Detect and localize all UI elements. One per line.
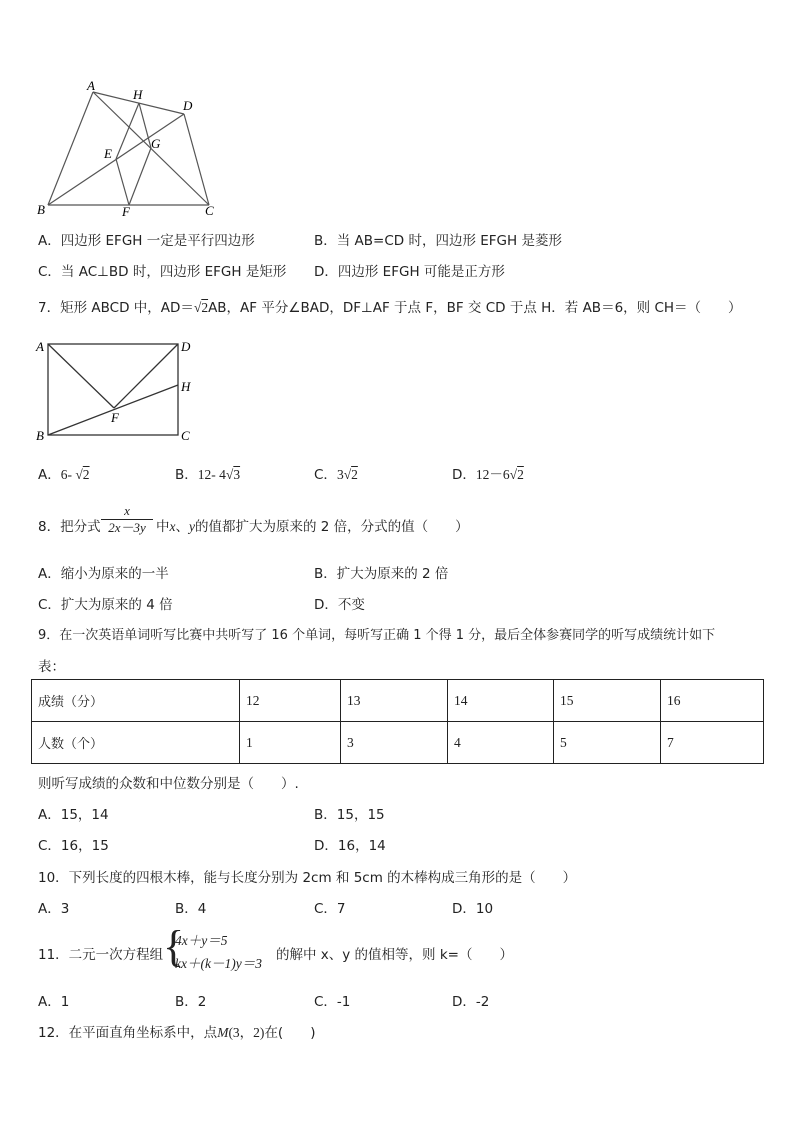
q11-option-c[interactable]: C．-1 bbox=[314, 994, 351, 1010]
table-row bbox=[32, 722, 764, 764]
fraction-numerator: x bbox=[124, 503, 130, 518]
label-f: F bbox=[111, 410, 119, 425]
q7-stem-a: 7．矩形 ABCD 中，AD＝ bbox=[38, 300, 194, 316]
q11-stem-a: 11．二元一次方程组 bbox=[38, 947, 164, 963]
segment-af bbox=[48, 344, 114, 408]
segment-ef bbox=[116, 159, 129, 205]
rectangle-figure bbox=[30, 335, 205, 445]
table-cell: 15 bbox=[554, 680, 661, 722]
equation-brace: { bbox=[163, 922, 185, 971]
q10-option-b[interactable]: B．4 bbox=[175, 901, 207, 917]
q9-question: 则听写成绩的众数和中位数分别是（ ）. bbox=[38, 776, 299, 792]
segment-he bbox=[116, 103, 139, 159]
q6-option-b[interactable]: B．当 AB=CD 时，四边形 EFGH 是菱形 bbox=[314, 233, 562, 249]
q9-option-a[interactable]: A．15，14 bbox=[38, 807, 109, 823]
table-cell: 3 bbox=[341, 722, 448, 764]
q6-option-d[interactable]: D．四边形 EFGH 可能是正方形 bbox=[314, 264, 505, 280]
q8-option-c[interactable]: C．扩大为原来的 4 倍 bbox=[38, 597, 173, 613]
q9-option-b[interactable]: B．15，15 bbox=[314, 807, 385, 823]
q9-stem-line1: 9．在一次英语单词听写比赛中共听写了 16 个单词，每听写正确 1 个得 1 分，最后全体参赛同学的听写成绩统计如下 bbox=[38, 628, 716, 643]
label-e: E bbox=[104, 146, 112, 161]
q8-stem-rest: 中x、y的值都扩大为原来的 2 倍，分式的值（ ） bbox=[156, 519, 469, 535]
q10-option-a[interactable]: A．3 bbox=[38, 901, 70, 917]
label-h: H bbox=[133, 87, 143, 102]
q11-equation-2: kx＋(k－1)y＝3 bbox=[175, 956, 262, 971]
sqrt-symbol: √ bbox=[193, 300, 202, 315]
label-c: C bbox=[205, 203, 214, 218]
segment-cd bbox=[184, 114, 209, 205]
table-cell: 1 bbox=[240, 722, 341, 764]
q7-stem-b: AB，AF 平分∠BAD，DF⊥AF 于点 F，BF 交 CD 于点 H．若 AB＝6，则 CH＝（ ） bbox=[208, 300, 742, 316]
q7-option-a[interactable]: A．6- √2 bbox=[38, 467, 90, 483]
fraction-denominator: 2x－3y bbox=[108, 520, 146, 535]
table-cell: 13 bbox=[341, 680, 448, 722]
q8-stem-a: 8．把分式 bbox=[38, 519, 101, 535]
label-d: D bbox=[181, 339, 191, 354]
table-cell: 4 bbox=[448, 722, 554, 764]
q8-option-a[interactable]: A．缩小为原来的一半 bbox=[38, 566, 169, 582]
q9-option-d[interactable]: D．16，14 bbox=[314, 838, 386, 854]
table-row bbox=[32, 680, 764, 722]
segment-gh bbox=[139, 103, 151, 148]
q6-option-c[interactable]: C．当 AC⊥BD 时，四边形 EFGH 是矩形 bbox=[38, 264, 287, 280]
table-cell: 成绩（分） bbox=[32, 680, 240, 722]
table-cell: 人数（个） bbox=[32, 722, 240, 764]
q7-option-b[interactable]: B．12- 4√3 bbox=[175, 467, 241, 483]
segment-ab bbox=[48, 92, 93, 205]
q7-sqrt-arg: 2 bbox=[201, 300, 209, 315]
q11-option-d[interactable]: D．-2 bbox=[452, 994, 490, 1010]
q10-option-c[interactable]: C．7 bbox=[314, 901, 346, 917]
q10-stem: 10．下列长度的四根木棒，能与长度分别为 2cm 和 5cm 的木棒构成三角形的是（ ） bbox=[38, 870, 577, 886]
q11-option-a[interactable]: A．1 bbox=[38, 994, 70, 1010]
label-a: A bbox=[87, 78, 95, 93]
quadrilateral-figure bbox=[30, 78, 230, 223]
q8-option-b[interactable]: B．扩大为原来的 2 倍 bbox=[314, 566, 449, 582]
label-a: A bbox=[36, 339, 44, 354]
q7-option-c[interactable]: C．3√2 bbox=[314, 467, 358, 483]
q8-option-d[interactable]: D．不变 bbox=[314, 597, 365, 613]
table-cell: 7 bbox=[661, 722, 764, 764]
q11-option-b[interactable]: B．2 bbox=[175, 994, 207, 1010]
table-cell: 12 bbox=[240, 680, 341, 722]
q7-stem bbox=[38, 296, 742, 316]
label-g: G bbox=[151, 136, 161, 151]
table-cell: 14 bbox=[448, 680, 554, 722]
q11-stem-b: 的解中 x、y 的值相等，则 k=（ ） bbox=[276, 947, 513, 963]
q7-option-d[interactable]: D．12－6√2 bbox=[452, 467, 524, 483]
segment-fg bbox=[129, 148, 151, 205]
q12-stem: 12．在平面直角坐标系中，点M(3，2)在( ) bbox=[38, 1025, 316, 1041]
label-c: C bbox=[181, 428, 190, 443]
q8-fraction bbox=[101, 503, 153, 536]
label-d: D bbox=[183, 98, 193, 113]
segment-df bbox=[114, 344, 178, 408]
q6-option-a[interactable]: A．四边形 EFGH 一定是平行四边形 bbox=[38, 233, 255, 249]
q10-option-d[interactable]: D．10 bbox=[452, 901, 494, 917]
label-b: B bbox=[37, 202, 45, 217]
label-f: F bbox=[122, 204, 130, 219]
table-cell: 5 bbox=[554, 722, 661, 764]
q9-option-c[interactable]: C．16，15 bbox=[38, 838, 109, 854]
q11-equation-1: 4x＋y＝5 bbox=[175, 933, 228, 948]
table-cell: 16 bbox=[661, 680, 764, 722]
score-table bbox=[31, 679, 764, 764]
label-b: B bbox=[36, 428, 44, 443]
label-h: H bbox=[181, 379, 191, 394]
q9-stem-line2: 表： bbox=[38, 659, 65, 675]
